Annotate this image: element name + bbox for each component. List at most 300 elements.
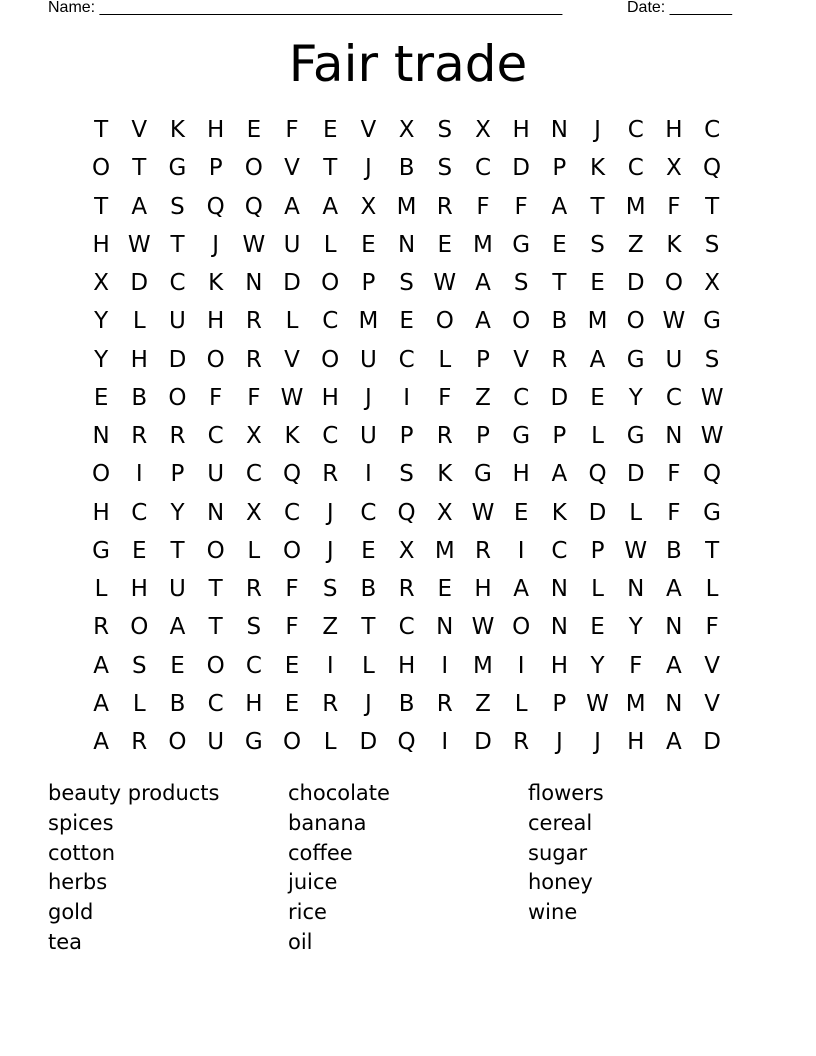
grid-row (82, 608, 734, 646)
grid-letter: U (207, 461, 225, 488)
grid-letter: V (284, 346, 300, 373)
grid-letter: L (514, 690, 528, 717)
word-list-item: herbs (48, 870, 108, 895)
grid-letter: A (666, 652, 682, 679)
grid-letter: M (358, 308, 379, 335)
grid-letter: I (517, 652, 525, 679)
grid-row (82, 532, 734, 570)
grid-letter: X (93, 270, 109, 297)
grid-letter: F (285, 576, 299, 603)
grid-letter: O (626, 308, 645, 335)
grid-letter: R (322, 690, 339, 717)
grid-letter: V (704, 652, 720, 679)
grid-letter: O (512, 308, 531, 335)
grid-letter: T (208, 576, 223, 603)
grid-letter: F (247, 384, 261, 411)
grid-letter: A (666, 576, 682, 603)
grid-letter: Q (397, 499, 416, 526)
grid-letter: X (245, 499, 262, 526)
grid-letter: C (398, 614, 415, 641)
grid-letter: X (398, 117, 415, 144)
grid-letter: H (207, 117, 225, 144)
grid-letter: G (244, 729, 263, 756)
grid-letter: L (705, 576, 719, 603)
grid-letter: R (245, 308, 262, 335)
grid-letter: Y (590, 652, 605, 679)
grid-letter: B (169, 690, 186, 717)
grid-letter: W (433, 270, 457, 297)
grid-letter: R (131, 729, 148, 756)
grid-letter: H (245, 690, 263, 717)
grid-letter: R (169, 423, 186, 450)
grid-letter: A (322, 193, 339, 220)
grid-letter: E (513, 499, 529, 526)
grid-letter: T (361, 614, 376, 641)
grid-letter: K (666, 231, 682, 258)
grid-letter: J (365, 155, 372, 182)
grid-letter: U (207, 729, 225, 756)
grid-letter: K (551, 499, 567, 526)
grid-letter: C (207, 690, 224, 717)
grid-letter: H (130, 576, 148, 603)
grid-letter: Z (475, 384, 491, 411)
grid-letter: R (245, 346, 262, 373)
grid-letter: R (436, 193, 453, 220)
word-list-column (528, 779, 758, 928)
grid-letter: M (587, 308, 608, 335)
grid-letter: L (285, 308, 299, 335)
grid-letter: Y (94, 346, 109, 373)
grid-letter: C (131, 499, 148, 526)
grid-letter: K (589, 155, 606, 182)
grid-letter: S (399, 270, 414, 297)
word-list-item: wine (528, 900, 578, 925)
grid-letter: D (283, 270, 301, 297)
grid-letter: H (512, 117, 530, 144)
grid-letter: E (590, 270, 605, 297)
grid-letter: R (474, 537, 491, 564)
grid-letter: S (131, 652, 147, 679)
grid-letter: H (512, 461, 530, 488)
grid-letter: Y (94, 308, 109, 335)
grid-letter: A (93, 690, 109, 717)
grid-row (82, 685, 734, 723)
grid-letter: T (552, 270, 567, 297)
grid-letter: M (396, 193, 417, 220)
grid-letter: L (132, 690, 146, 717)
grid-letter: C (245, 461, 262, 488)
word-list-item: honey (528, 870, 593, 895)
grid-row (82, 188, 734, 226)
grid-letter: K (437, 461, 453, 488)
grid-letter: S (437, 155, 453, 182)
grid-letter: Q (703, 155, 722, 182)
grid-row (82, 647, 734, 685)
grid-letter: P (170, 461, 185, 488)
grid-letter: Y (170, 499, 185, 526)
grid-letter: P (361, 270, 376, 297)
grid-letter: T (170, 231, 185, 258)
grid-letter: T (705, 537, 720, 564)
grid-letter: H (321, 384, 339, 411)
grid-letter: T (590, 193, 605, 220)
word-list-item: spices (48, 810, 114, 835)
grid-letter: V (284, 155, 300, 182)
grid-letter: L (591, 423, 604, 450)
word-list-item: juice (288, 870, 338, 895)
word-list-item: beauty products (48, 781, 220, 805)
grid-letter: P (476, 423, 490, 450)
grid-row (82, 226, 734, 264)
grid-letter: C (322, 308, 339, 335)
grid-letter: C (551, 537, 568, 564)
grid-letter: H (130, 346, 148, 373)
grid-letter: O (512, 614, 531, 641)
grid-row (82, 264, 734, 302)
grid-letter: E (590, 384, 605, 411)
word-search-grid (82, 111, 734, 761)
grid-letter: P (208, 155, 223, 182)
grid-letter: A (93, 652, 109, 679)
grid-letter: S (399, 461, 414, 488)
name-field: Name: ____________________________________________________ (48, 0, 563, 16)
grid-letter: D (626, 461, 645, 488)
grid-letter: W (127, 231, 151, 258)
grid-letter: H (207, 308, 225, 335)
grid-letter: C (627, 155, 644, 182)
date-field: Date: _______ (627, 0, 732, 16)
grid-letter: O (435, 308, 454, 335)
grid-letter: X (704, 270, 720, 297)
grid-letter: P (552, 155, 567, 182)
grid-letter: G (168, 155, 187, 182)
grid-letter: D (626, 270, 645, 297)
grid-letter: E (552, 231, 567, 258)
grid-letter: A (666, 729, 682, 756)
grid-letter: P (552, 423, 567, 450)
grid-letter: E (284, 652, 300, 679)
grid-letter: H (474, 576, 492, 603)
grid-letter: P (399, 423, 414, 450)
word-list-item: tea (48, 929, 83, 954)
grid-letter: E (93, 384, 109, 411)
grid-letter: Q (397, 729, 416, 756)
grid-row (82, 455, 734, 493)
grid-letter: M (434, 537, 455, 564)
grid-letter: A (513, 576, 530, 603)
grid-letter: A (169, 614, 186, 641)
grid-letter: A (475, 270, 491, 297)
grid-letter: L (94, 576, 108, 603)
grid-letter: Z (475, 690, 491, 717)
grid-letter: D (550, 384, 569, 411)
grid-letter: M (625, 193, 646, 220)
grid-letter: V (360, 117, 377, 144)
grid-letter: M (625, 690, 646, 717)
grid-row (82, 379, 734, 417)
grid-letter: C (207, 423, 224, 450)
grid-letter: J (365, 690, 372, 717)
grid-letter: D (359, 729, 378, 756)
grid-letter: F (209, 384, 223, 411)
grid-letter: R (245, 576, 262, 603)
grid-letter: F (285, 614, 299, 641)
grid-letter: O (206, 346, 225, 373)
grid-letter: F (667, 193, 681, 220)
grid-letter: H (92, 499, 110, 526)
grid-letter: L (323, 729, 337, 756)
word-list-item: chocolate (288, 781, 390, 805)
grid-letter: A (284, 193, 300, 220)
grid-letter: L (132, 308, 146, 335)
grid-letter: Z (322, 614, 339, 641)
grid-letter: O (130, 614, 149, 641)
grid-letter: C (284, 499, 301, 526)
grid-letter: K (169, 117, 186, 144)
grid-letter: O (282, 729, 302, 756)
grid-letter: C (627, 117, 644, 144)
grid-letter: C (474, 155, 491, 182)
grid-letter: B (131, 384, 148, 411)
grid-letter: A (93, 729, 109, 756)
grid-row (82, 302, 734, 340)
grid-letter: O (206, 652, 225, 679)
word-list-item: oil (288, 929, 313, 954)
grid-letter: F (285, 117, 299, 144)
grid-letter: B (666, 537, 682, 564)
grid-letter: J (594, 117, 601, 144)
grid-letter: V (513, 346, 530, 373)
grid-letter: Q (282, 461, 302, 488)
grid-letter: G (512, 231, 531, 258)
grid-letter: C (398, 346, 415, 373)
grid-letter: F (514, 193, 528, 220)
grid-letter: V (131, 117, 148, 144)
grid-letter: R (398, 576, 415, 603)
grid-letter: N (627, 576, 645, 603)
page-title: Fair trade (288, 35, 528, 93)
grid-row (82, 723, 734, 761)
grid-letter: T (323, 155, 338, 182)
grid-letter: G (703, 499, 721, 526)
grid-letter: C (322, 423, 339, 450)
grid-letter: N (436, 614, 454, 641)
grid-letter: C (513, 384, 530, 411)
grid-row (82, 494, 734, 532)
grid-letter: L (629, 499, 643, 526)
grid-letter: B (398, 155, 415, 182)
grid-letter: N (550, 576, 568, 603)
grid-letter: T (208, 614, 223, 641)
word-list-item: banana (288, 810, 367, 835)
grid-letter: U (169, 308, 186, 335)
grid-letter: Q (588, 461, 607, 488)
grid-letter: L (247, 537, 261, 564)
grid-letter: N (245, 270, 263, 297)
grid-letter: J (326, 537, 334, 564)
grid-letter: Q (703, 461, 722, 488)
grid-letter: O (321, 346, 340, 373)
grid-letter: E (246, 117, 262, 144)
grid-letter: E (322, 117, 338, 144)
grid-letter: J (212, 231, 220, 258)
grid-letter: C (665, 384, 682, 411)
grid-row (82, 417, 734, 455)
grid-letter: M (473, 231, 493, 258)
grid-letter: P (476, 346, 490, 373)
grid-letter: I (403, 384, 410, 411)
grid-letter: W (242, 231, 266, 258)
grid-letter: X (360, 193, 377, 220)
grid-letter: E (284, 690, 300, 717)
grid-letter: O (168, 729, 187, 756)
grid-letter: O (92, 461, 111, 488)
grid-letter: U (359, 346, 377, 373)
grid-letter: O (321, 270, 340, 297)
grid-letter: D (168, 346, 187, 373)
grid-letter: A (551, 461, 568, 488)
word-list-item: sugar (528, 840, 588, 865)
grid-letter: I (441, 652, 449, 679)
grid-letter: V (704, 690, 720, 717)
word-list-column (288, 779, 518, 958)
grid-letter: C (360, 499, 377, 526)
grid-letter: W (700, 384, 724, 411)
grid-letter: P (590, 537, 605, 564)
grid-letter: R (513, 729, 530, 756)
grid-letter: F (705, 614, 719, 641)
word-list-item: coffee (288, 840, 353, 865)
grid-letter: O (92, 155, 111, 182)
grid-letter: D (474, 729, 492, 756)
grid-letter: O (244, 155, 263, 182)
grid-letter: S (322, 576, 338, 603)
grid-letter: Y (628, 384, 643, 411)
word-list-item: rice (288, 900, 327, 925)
grid-letter: N (550, 117, 568, 144)
grid-letter: D (512, 155, 531, 182)
grid-letter: T (705, 193, 720, 220)
grid-row (82, 341, 734, 379)
grid-letter: N (92, 423, 110, 450)
word-list-item: cereal (528, 810, 593, 835)
grid-letter: G (512, 423, 531, 450)
grid-letter: K (208, 270, 224, 297)
grid-letter: R (322, 461, 339, 488)
grid-letter: E (361, 537, 376, 564)
grid-letter: E (132, 537, 147, 564)
grid-letter: O (206, 537, 225, 564)
grid-letter: I (441, 729, 449, 756)
grid-letter: L (438, 346, 452, 373)
grid-letter: W (700, 423, 724, 450)
grid-letter: U (169, 576, 186, 603)
grid-row (82, 149, 734, 187)
grid-letter: S (437, 117, 453, 144)
grid-letter: H (92, 231, 110, 258)
grid-letter: U (665, 346, 683, 373)
grid-letter: S (246, 614, 262, 641)
grid-letter: X (436, 499, 453, 526)
grid-letter: N (207, 499, 225, 526)
grid-row (82, 570, 734, 608)
grid-letter: E (361, 231, 376, 258)
grid-letter: O (168, 384, 187, 411)
grid-letter: R (436, 690, 453, 717)
grid-letter: N (665, 614, 683, 641)
grid-letter: F (629, 652, 643, 679)
grid-letter: R (93, 614, 110, 641)
grid-letter: R (131, 423, 148, 450)
grid-letter: G (703, 308, 721, 335)
grid-letter: S (513, 270, 529, 297)
grid-letter: M (473, 652, 493, 679)
grid-letter: P (552, 690, 567, 717)
worksheet-header (48, 0, 732, 18)
grid-letter: S (590, 231, 605, 258)
grid-letter: L (591, 576, 604, 603)
grid-letter: X (666, 155, 682, 182)
grid-letter: W (586, 690, 609, 717)
grid-letter: E (590, 614, 605, 641)
grid-letter: K (284, 423, 300, 450)
grid-letter: C (245, 652, 262, 679)
grid-letter: U (283, 231, 301, 258)
grid-letter: J (365, 384, 372, 411)
grid-letter: W (471, 499, 495, 526)
grid-letter: E (170, 652, 185, 679)
grid-letter: J (594, 729, 601, 756)
grid-letter: S (704, 231, 720, 258)
grid-letter: D (130, 270, 149, 297)
grid-letter: S (704, 346, 720, 373)
grid-letter: J (555, 729, 563, 756)
grid-letter: I (326, 652, 334, 679)
grid-letter: D (588, 499, 607, 526)
grid-letter: I (135, 461, 143, 488)
grid-letter: X (398, 537, 415, 564)
grid-letter: B (398, 690, 415, 717)
grid-letter: A (475, 308, 491, 335)
grid-letter: L (361, 652, 375, 679)
grid-letter: I (365, 461, 372, 488)
grid-letter: F (667, 461, 681, 488)
grid-letter: U (359, 423, 377, 450)
grid-letter: C (169, 270, 186, 297)
grid-letter: W (662, 308, 686, 335)
grid-letter: B (551, 308, 568, 335)
grid-letter: Q (244, 193, 263, 220)
grid-letter: G (626, 346, 645, 373)
grid-letter: G (92, 537, 110, 564)
grid-letter: N (665, 423, 683, 450)
grid-letter: T (94, 117, 109, 144)
grid-letter: T (132, 155, 147, 182)
grid-letter: B (360, 576, 377, 603)
grid-letter: I (517, 537, 525, 564)
word-list-column (48, 779, 278, 958)
word-list-item: cotton (48, 840, 116, 865)
grid-letter: T (170, 537, 185, 564)
grid-letter: F (476, 193, 490, 220)
grid-letter: G (626, 423, 645, 450)
grid-letter: G (474, 461, 492, 488)
grid-letter: A (589, 346, 606, 373)
grid-letter: W (280, 384, 304, 411)
grid-letter: H (627, 729, 645, 756)
grid-letter: N (550, 614, 568, 641)
grid-letter: H (665, 117, 683, 144)
